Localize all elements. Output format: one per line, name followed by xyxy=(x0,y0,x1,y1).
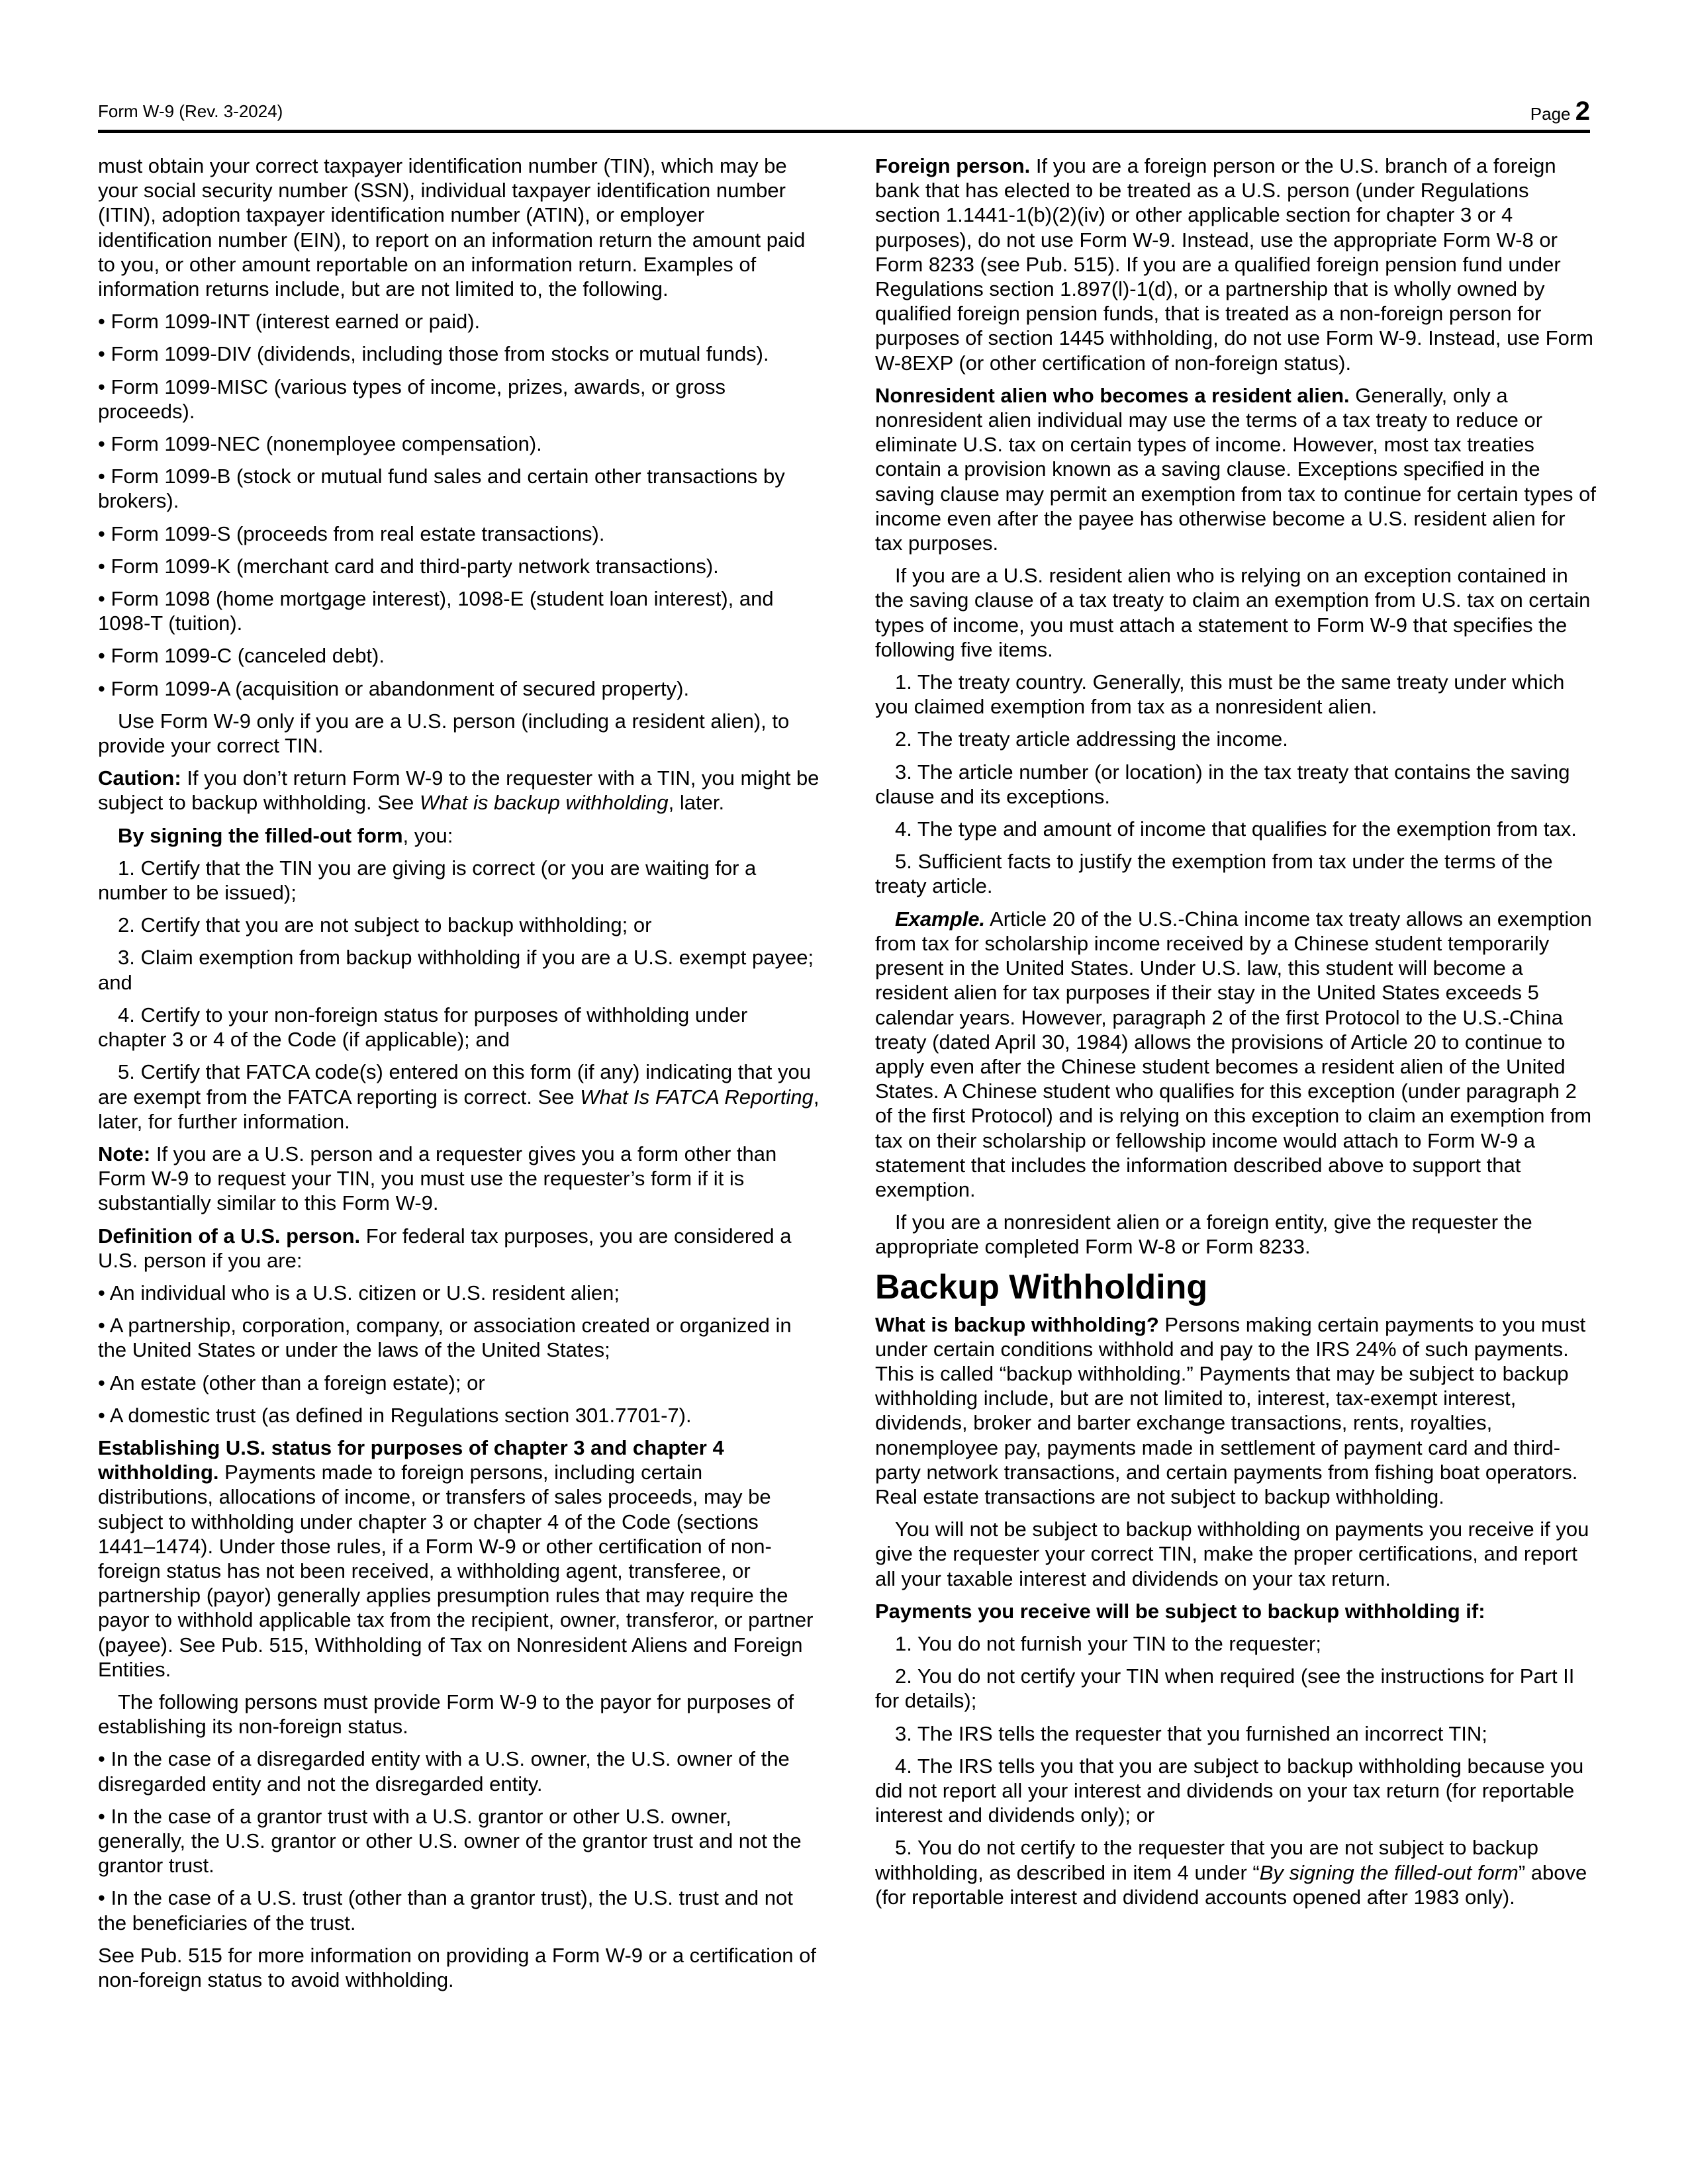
example-text: Article 20 of the U.S.-China income tax treaty allows an exemption from tax for scholarship income received by a Chinese student temporarily present in the United States. Under U.S. law, this student will become a resident alien for tax purposes if their stay in the United States exceeds 5 calendar years. However, paragraph 2 of the first Protocol to the U.S.-China treaty (dated April 30, 1984) allows the provisions of Article 20 to continue to apply even after the Chinese student becomes a resident alien of the United States. A Chinese student who qualifies for this exception (under paragraph 2 of the first Protocol) and is relying on this exception to claim an exemption from tax on their scholarship or fellowship income would attach to Form W-9 a statement that includes the information described above to support that exemption. xyxy=(875,907,1592,1201)
caution-end: , later. xyxy=(668,791,725,815)
definition-label: Definition of a U.S. person. xyxy=(98,1224,361,1248)
example-label: Example. xyxy=(895,907,986,931)
definition-paragraph xyxy=(98,1224,820,1273)
certification-item xyxy=(98,1060,820,1134)
signing-paragraph xyxy=(98,823,820,848)
form-list-item: • Form 1099-K (merchant card and third-party network transactions). xyxy=(98,554,719,578)
following-persons-paragraph: The following persons must provide Form W-9 to the payor for purposes of establishing its non-foreign status. xyxy=(98,1690,794,1739)
certification-item: 4. Certify to your non-foreign status for purposes of withholding under chapter 3 or 4 of the Code (if applicable); and xyxy=(98,1003,748,1052)
person-list-item: • An estate (other than a foreign estate); or xyxy=(98,1371,485,1394)
resident-alien-paragraph: If you are a U.S. resident alien who is relying on an exception contained in the saving clause of a tax treaty to claim an exemption from U.S. tax on certain types of income, you must attach a statement to Form W-9 that specifies the following five items. xyxy=(875,564,1591,661)
intro-paragraph: must obtain your correct taxpayer identification number (TIN), which may be your social security number (SSN), individual taxpayer identification number (ITIN), adoption taxpayer identification number (ATIN), or employer identification number (EIN), to report on an information return the amount paid to you, or other amount reportable on an information return. Examples of information returns include, but are not limited to, the following. xyxy=(98,154,806,301)
condition-item: 2. You do not certify your TIN when required (see the instructions for Part II for details); xyxy=(875,1664,1575,1713)
page-indicator xyxy=(1530,97,1590,126)
not-subject-paragraph: You will not be subject to backup withholding on payments you receive if you give the requester your correct TIN, make the proper certifications, and report all your taxable interest and dividends on your tax return. xyxy=(875,1518,1589,1590)
right-column xyxy=(875,154,1597,1917)
page-number: 2 xyxy=(1575,97,1590,126)
person-list-item: • An individual who is a U.S. citizen or U.S. resident alien; xyxy=(98,1281,620,1304)
form-list-item: • Form 1099-S (proceeds from real estate transactions). xyxy=(98,522,605,545)
caution-text: If you don’t return Form W-9 to the requester with a TIN, you might be subject to backup withholding. See xyxy=(98,766,820,815)
form-list-item: • Form 1099-INT (interest earned or paid). xyxy=(98,310,481,334)
example-paragraph xyxy=(875,907,1597,1202)
nonresident-label: Nonresident alien who becomes a resident alien. xyxy=(875,383,1350,407)
establishing-label: Establishing U.S. status for purposes of chapter 3 and chapter 4 withholding. xyxy=(98,1435,724,1484)
see-pub-paragraph: See Pub. 515 for more information on providing a Form W-9 or a certification of non-foreign status to avoid withholding. xyxy=(98,1943,816,1991)
treaty-item: 2. The treaty article addressing the income. xyxy=(895,727,1288,751)
foreign-entity-paragraph: If you are a nonresident alien or a foreign entity, give the requester the appropriate completed Form W-8 or Form 8233. xyxy=(875,1210,1532,1259)
certification-item: 2. Certify that you are not subject to backup withholding; or xyxy=(118,913,652,937)
page-label: Page xyxy=(1530,104,1571,124)
signing-text: , you: xyxy=(402,823,453,847)
signing-label: By signing the filled-out form xyxy=(118,823,403,847)
form-list-item: • Form 1099-B (stock or mutual fund sales and certain other transactions by brokers). xyxy=(98,465,785,513)
cond5-end: ” above (for reportable interest and dividend accounts opened after 1983 only). xyxy=(875,1860,1587,1909)
note-text: If you are a U.S. person and a requester gives you a form other than Form W-9 to request your TIN, you must use the requester’s form if it is substantially similar to this Form W-9. xyxy=(98,1142,777,1215)
case-list-item: • In the case of a grantor trust with a U.S. grantor or other U.S. owner, generally, the U.S. grantor or other U.S. owner of the grantor trust and not the grantor trust. xyxy=(98,1804,802,1878)
foreign-person-label: Foreign person. xyxy=(875,154,1031,177)
condition-item: 3. The IRS tells the requester that you furnished an incorrect TIN; xyxy=(895,1721,1487,1745)
form-list-item: • Form 1099-A (acquisition or abandonment of secured property). xyxy=(98,676,690,700)
condition-item: 1. You do not furnish your TIN to the requester; xyxy=(895,1631,1321,1655)
treaty-item: 3. The article number (or location) in the tax treaty that contains the saving clause and its exceptions. xyxy=(875,760,1570,808)
caution-paragraph xyxy=(98,766,820,815)
definition-text: For federal tax purposes, you are considered a U.S. person if you are: xyxy=(98,1224,792,1272)
cond5-start: 5. You do not certify to the requester that you are not subject to backup withholding, as described in item 4 under “ xyxy=(875,1836,1538,1884)
cert5-end: , later, for further information. xyxy=(98,1085,820,1133)
form-list-item: • Form 1099-C (canceled debt). xyxy=(98,644,385,668)
what-is-backup-paragraph xyxy=(875,1312,1597,1510)
note-label: Note: xyxy=(98,1142,151,1165)
foreign-person-paragraph xyxy=(875,154,1597,375)
form-list-item: • Form 1099-DIV (dividends, including those from stocks or mutual funds). xyxy=(98,342,769,366)
form-list-item: • Form 1098 (home mortgage interest), 1098-E (student loan interest), and 1098-T (tuition). xyxy=(98,587,774,635)
treaty-item: 4. The type and amount of income that qualifies for the exemption from tax. xyxy=(895,817,1577,841)
form-list-item: • Form 1099-MISC (various types of income, prizes, awards, or gross proceeds). xyxy=(98,375,726,423)
certification-item: 1. Certify that the TIN you are giving is correct (or you are waiting for a number to be issued); xyxy=(98,856,757,905)
payments-subject-heading xyxy=(875,1599,1597,1623)
establishing-text: Payments made to foreign persons, including certain distributions, allocations of income, or transfers of sales proceeds, may be subject to withholding under chapter 3 or chapter 4 of the Code (sections 1441–1474). Under those rules, if a Form W-9 or other certification of non-foreign status has not been received, a withholding agent, transferee, or partnership (payor) generally applies presumption rules that may require the payor to withhold applicable tax from the recipient, owner, transferor, or partner (payee). See Pub. 515, Withholding of Tax on Nonresident Aliens and Foreign Entities. xyxy=(98,1461,814,1681)
caution-label: Caution: xyxy=(98,766,181,790)
establishing-paragraph xyxy=(98,1435,820,1682)
treaty-item: 1. The treaty country. Generally, this must be the same treaty under which you claimed exemption from tax as a nonresident alien. xyxy=(875,670,1565,719)
left-column xyxy=(98,154,820,2000)
foreign-person-text: If you are a foreign person or the U.S. branch of a foreign bank that has elected to be treated as a U.S. person (under Regulations section 1.1441-1(b)(2)(iv) or other applicable section for chapter 3 or 4 purposes), do not use Form W-9. Instead, use the appropriate Form W-8 or Form 8233 (see Pub. 515). If you are a qualified foreign pension fund under Regulations section 1.897(l)-1(d), or a partnership that is wholly owned by qualified foreign pension funds, that is treated as a non-foreign person for purposes of section 1445 withholding, do not use Form W-9. Instead, use Form W-8EXP (or other certification of non-foreign status). xyxy=(875,154,1593,375)
cert5-start: 5. Certify that FATCA code(s) entered on this form (if any) indicating that you are exempt from the FATCA reporting is correct. See xyxy=(98,1060,812,1109)
certification-item: 3. Claim exemption from backup withholding if you are a U.S. exempt payee; and xyxy=(98,946,814,994)
condition-item: 4. The IRS tells you that you are subject to backup withholding because you did not report all your interest and dividends on your tax return (for reportable interest and dividends only); or xyxy=(875,1754,1584,1827)
caution-reference: What is backup withholding xyxy=(419,791,669,815)
condition-item xyxy=(875,1835,1597,1909)
nonresident-paragraph xyxy=(875,383,1597,555)
case-list-item: • In the case of a disregarded entity with a U.S. owner, the U.S. owner of the disregarded entity and not the disregarded entity. xyxy=(98,1747,790,1796)
note-paragraph xyxy=(98,1142,820,1216)
person-list-item: • A partnership, corporation, company, or association created or organized in the United States or under the laws of the United States; xyxy=(98,1314,792,1362)
payments-subject-label: Payments you receive will be subject to backup withholding if: xyxy=(875,1599,1485,1623)
backup-withholding-heading: Backup Withholding xyxy=(875,1267,1208,1306)
case-list-item: • In the case of a U.S. trust (other than a grantor trust), the U.S. trust and not the beneficiaries of the trust. xyxy=(98,1886,793,1934)
form-list-item: • Form 1099-NEC (nonemployee compensation). xyxy=(98,432,542,456)
fatca-reference: What Is FATCA Reporting xyxy=(580,1085,814,1109)
treaty-item: 5. Sufficient facts to justify the exemption from tax under the terms of the treaty article. xyxy=(875,850,1553,898)
what-is-backup-text: Persons making certain payments to you must under certain conditions withhold and pay to the IRS 24% of such payments. This is called “backup withholding.” Payments that may be subject to backup withholding include, but are not limited to, interest, tax-exempt interest, dividends, broker and barter exchange transactions, rents, royalties, nonemployee pay, payments made in settlement of payment card and third-party network transactions, and certain payments from fishing boat operators. Real estate transactions are not subject to backup withholding. xyxy=(875,1312,1586,1508)
signing-reference: By signing the filled-out form xyxy=(1259,1860,1519,1884)
use-form-paragraph: Use Form W-9 only if you are a U.S. person (including a resident alien), to provide your correct TIN. xyxy=(98,709,790,758)
nonresident-text: Generally, only a nonresident alien individual may use the terms of a tax treaty to reduce or eliminate U.S. tax on certain types of income. However, most tax treaties contain a provision known as a saving clause. Exceptions specified in the saving clause may permit an exemption from tax to continue for certain types of income even after the payee has otherwise become a U.S. resident alien for tax purposes. xyxy=(875,383,1596,555)
person-list-item: • A domestic trust (as defined in Regulations section 301.7701-7). xyxy=(98,1403,692,1427)
what-is-backup-label: What is backup withholding? xyxy=(875,1312,1159,1336)
form-name: Form W-9 (Rev. 3-2024) xyxy=(98,101,283,121)
header-rule xyxy=(98,130,1590,133)
